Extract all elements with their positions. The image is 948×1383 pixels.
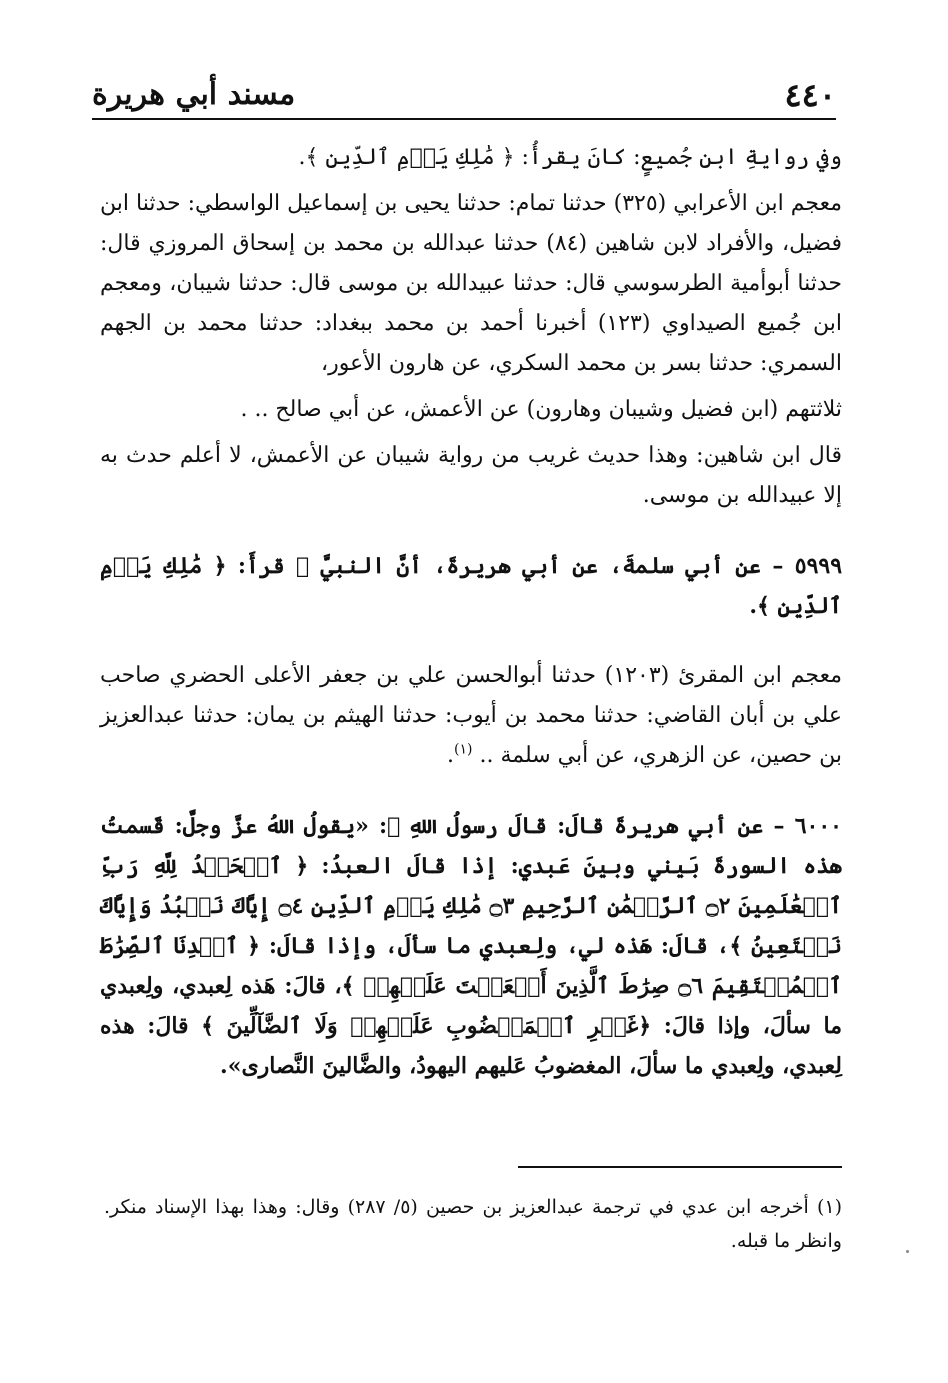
hadith-6000: [100, 806, 842, 1086]
main-text: [100, 138, 842, 1086]
hadith-5999: [100, 546, 842, 626]
ibn-al-muqri-source-paragraph: [100, 656, 842, 776]
hadith-number: ٦٠٠٠: [794, 813, 842, 839]
spacer: [100, 516, 842, 546]
footnote-ref: (١): [454, 741, 473, 758]
source-text: معجم ابن المقرئ (١٢٠٣) حدثنا أبوالحسن علي بن جعفر الأعلى الحضري صاحب علي بن أبان القاضي: حدثنا محمد بن أيوب: حدثنا الهيثم بن يمان: حدثنا عبدالعزيز بن حصين، عن الزهري، عن أبي سلمة ..: [100, 663, 842, 768]
footnotes: [104, 1190, 842, 1258]
footnote-divider: [518, 1166, 842, 1168]
chain-summary-paragraph: ثلاثتهم (ابن فضيل وشيبان وهارون) عن الأعمش، عن أبي صالح .. .: [240, 397, 842, 422]
scan-speck: [906, 1250, 909, 1253]
ibn-shahin-comment-paragraph: قال ابن شاهين: وهذا حديث غريب من رواية شيبان عن الأعمش، لا أعلم حدث به إلا عبيدالله بن موسى.: [100, 443, 842, 508]
page-header: [92, 74, 836, 120]
spacer: [100, 626, 842, 656]
page-number: ٤٤٠: [784, 76, 836, 114]
footnote-1: (١) أخرجه ابن عدي في ترجمة عبدالعزيز بن حصين (٥/ ٢٨٧) وقال: وهذا بهذا الإسناد منكر. وانظر ما قبله.: [104, 1196, 843, 1252]
hadith-text: – عن أبي هريرةَ قالَ: قالَ رسولُ اللهِ ﷺ: «يقولُ اللهُ عزَّ وجلَّ: قَسمتُ هذه السورةَ بَيني وبينَ عَبدي: إذا قالَ العبدُ: ﴿ ٱلۡحَمۡدُ لِلَّهِ رَبِّ ٱلۡعَٰلَمِينَ ۝٢ ٱلرَّحۡمَٰنِ ٱلرَّحِيمِ ۝٣ مَٰلِكِ يَوۡمِ ٱلدِّينِ ۝٤ إِيَّاكَ نَعۡبُدُ وَإِيَّاكَ نَسۡتَعِينُ ﴾، قالَ: هَذه لي، ولِعبدي ما سألَ، وإذا قالَ: ﴿ ٱهۡدِنَا ٱلصِّرَٰطَ ٱلۡمُسۡتَقِيمَ ۝٦ صِرَٰطَ ٱلَّذِينَ أَنۡعَمۡتَ عَلَيۡهِمۡ ﴾، قالَ: هَذه لِعبدي، ولِعبدي ما سألَ، وإذا قالَ: ﴿غَيۡرِ ٱلۡمَغۡضُوبِ عَلَيۡهِمۡ وَلَا ٱلضَّآلِّينَ ﴾ قالَ: هذه لِعبدي، ولِعبدي ما سألَ، المغضوبُ عَليهم اليهودُ، والضَّالينَ النَّصارى».: [100, 813, 842, 1079]
hadith-text: – عن أبي سلمةَ، عن أبي هريرةَ، أنَّ النبيَّ ﷺ قرأَ: ﴿ مَٰلِكِ يَوۡمِ ٱلدِّينِ ﴾.: [100, 553, 842, 619]
running-title: مسند أبي هريرة: [92, 77, 296, 112]
spacer: [100, 776, 842, 806]
ibn-jumai-variant-paragraph: وفي روايةِ ابنِ جُميعٍ: كانَ يقرأُ: ﴿ مَٰلِكِ يَوۡمِ ٱلدِّينِ ﴾.: [298, 145, 842, 170]
hadith-number: ٥٩٩٩: [794, 553, 843, 579]
source-text-end: .: [447, 743, 454, 768]
sources-paragraph: معجم ابن الأعرابي (٣٢٥) حدثنا تمام: حدثنا يحيى بن إسماعيل الواسطي: حدثنا ابن فضيل، والأفراد لابن شاهين (٨٤) حدثنا عبدالله بن محمد بن إسحاق المروزي قال: حدثنا أبوأمية الطرسوسي قال: حدثنا عبيدالله بن موسى قال: حدثنا شيبان، ومعجم ابن جُميع الصيداوي (١٢٣) أخبرنا أحمد بن محمد ببغداد: حدثنا محمد بن الجهم السمري: حدثنا بسر بن محمد السكري، عن هارون الأعور،: [100, 191, 843, 376]
